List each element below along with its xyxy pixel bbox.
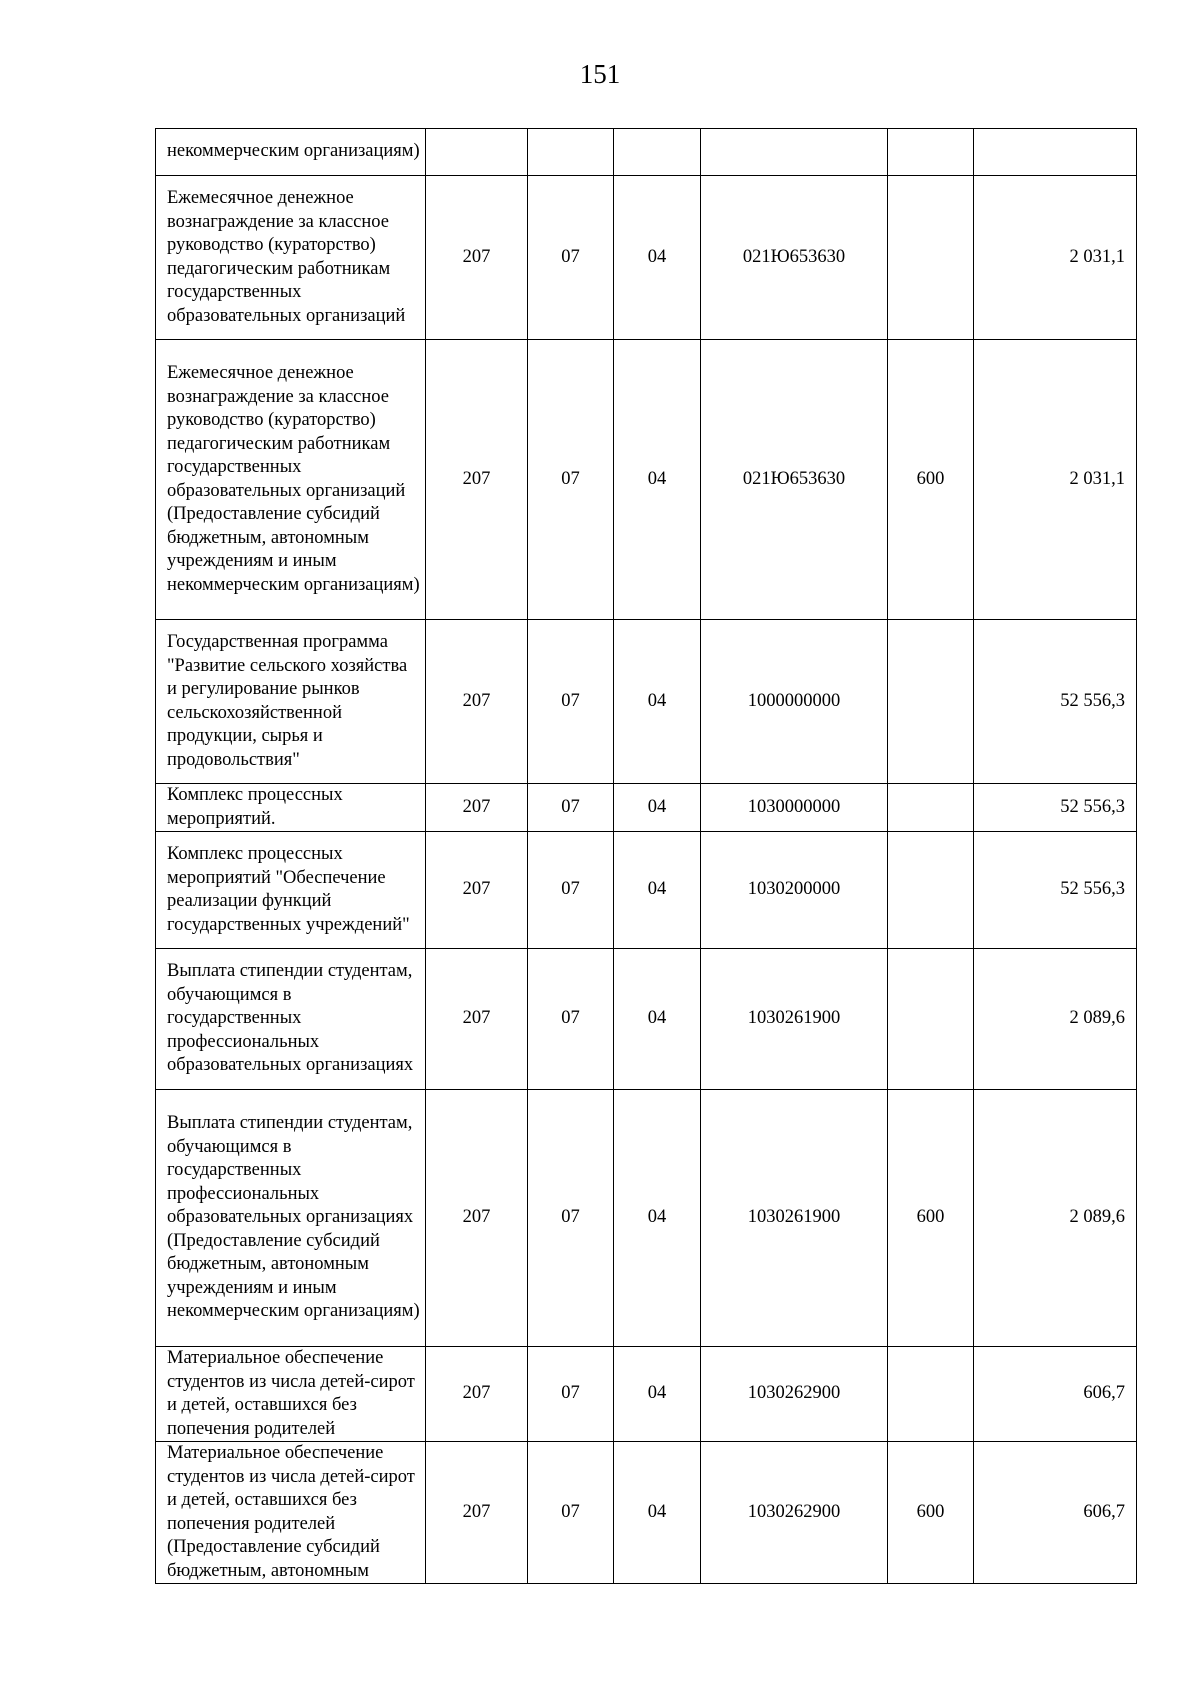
section-code-cell-text: 07 — [561, 246, 580, 267]
department-code-cell — [426, 1442, 528, 1584]
department-code-cell-text: 207 — [462, 468, 491, 489]
section-code-cell — [528, 1347, 614, 1442]
expense-type-cell — [888, 1347, 974, 1442]
department-code-cell-text: 207 — [462, 690, 491, 711]
section-code-cell-text: 07 — [561, 690, 580, 711]
section-code-cell — [528, 340, 614, 620]
target-article-cell-text: 1030261900 — [747, 1207, 841, 1228]
amount-cell — [974, 832, 1137, 949]
item-name-cell — [156, 129, 426, 176]
target-article-cell — [701, 129, 888, 176]
section-code-cell — [528, 949, 614, 1090]
department-code-cell — [426, 129, 528, 176]
department-code-cell — [426, 340, 528, 620]
subsection-code-cell-text: 04 — [647, 246, 667, 267]
amount-cell — [974, 340, 1137, 620]
amount-cell — [974, 949, 1137, 1090]
budget-table — [155, 128, 1137, 1584]
amount-cell — [974, 129, 1137, 176]
subsection-code-cell — [614, 129, 701, 176]
amount-cell-text: 52 556,3 — [1060, 879, 1125, 900]
amount-cell-text: 2 031,1 — [1069, 468, 1125, 489]
expense-type-cell — [888, 949, 974, 1090]
target-article-cell — [701, 949, 888, 1090]
amount-cell-text: 606,7 — [1083, 1501, 1125, 1522]
target-article-cell-text: 1030262900 — [747, 1383, 841, 1404]
subsection-code-cell — [614, 784, 701, 832]
subsection-code-cell — [614, 1442, 701, 1584]
subsection-code-cell — [614, 1090, 701, 1347]
target-article-cell — [701, 620, 888, 784]
section-code-cell-text: 07 — [561, 1008, 580, 1029]
item-name-cell-text: Комплекс процессных мероприятий "Обеспечение реализации функций государственных учреждений" — [167, 844, 410, 935]
target-article-cell-text: 1030261900 — [747, 1008, 841, 1029]
department-code-cell-text: 207 — [462, 879, 491, 900]
table-row — [156, 620, 1137, 784]
expense-type-cell-text: 600 — [916, 1501, 945, 1522]
item-name-cell-text: Выплата стипендии студентам, обучающимся в государственных профессиональных образовательных организациях (Предоставление субсидий бюджетным, автономным учреждениям и иным некоммерческим организациям) — [167, 1113, 420, 1322]
section-code-cell-text: 07 — [561, 879, 580, 900]
amount-cell — [974, 784, 1137, 832]
section-code-cell — [528, 1442, 614, 1584]
department-code-cell-text: 207 — [462, 796, 491, 817]
table-row — [156, 949, 1137, 1090]
amount-cell-text: 52 556,3 — [1060, 796, 1125, 817]
table-body — [156, 129, 1137, 1584]
target-article-cell — [701, 176, 888, 340]
target-article-cell-text: 1030262900 — [747, 1501, 841, 1522]
expense-type-cell — [888, 620, 974, 784]
department-code-cell — [426, 1347, 528, 1442]
target-article-cell — [701, 340, 888, 620]
amount-cell — [974, 1347, 1137, 1442]
item-name-cell-text: некоммерческим организациям) — [167, 141, 420, 162]
expense-type-cell-text: 600 — [916, 1207, 945, 1228]
subsection-code-cell — [614, 1347, 701, 1442]
item-name-cell — [156, 784, 426, 832]
subsection-code-cell — [614, 620, 701, 784]
table-row — [156, 784, 1137, 832]
table-row — [156, 176, 1137, 340]
expense-type-cell — [888, 176, 974, 340]
subsection-code-cell — [614, 832, 701, 949]
amount-cell-text: 2 089,6 — [1069, 1207, 1125, 1228]
item-name-cell-text: Материальное обеспечение студентов из числа детей-сирот и детей, оставшихся без попечения родителей — [167, 1348, 415, 1439]
expense-type-cell — [888, 832, 974, 949]
department-code-cell — [426, 832, 528, 949]
item-name-cell-text: Материальное обеспечение студентов из числа детей-сирот и детей, оставшихся без попечения родителей (Предоставление субсидий бюджетным, автономным — [167, 1443, 415, 1581]
expense-type-cell — [888, 1090, 974, 1347]
subsection-code-cell-text: 04 — [647, 1207, 667, 1228]
subsection-code-cell-text: 04 — [647, 690, 667, 711]
item-name-cell-text: Государственная программа "Развитие сельского хозяйства и регулирование рынков сельскохозяйственной продукции, сырья и продовольствия" — [167, 632, 408, 770]
department-code-cell-text: 207 — [462, 1383, 491, 1404]
subsection-code-cell — [614, 949, 701, 1090]
table-row — [156, 1090, 1137, 1347]
expense-type-cell — [888, 784, 974, 832]
target-article-cell — [701, 784, 888, 832]
section-code-cell — [528, 620, 614, 784]
item-name-cell — [156, 620, 426, 784]
table-row — [156, 1442, 1137, 1584]
amount-cell — [974, 176, 1137, 340]
table-row — [156, 832, 1137, 949]
section-code-cell-text: 07 — [561, 468, 580, 489]
item-name-cell — [156, 1442, 426, 1584]
amount-cell — [974, 1090, 1137, 1347]
expense-type-cell — [888, 129, 974, 176]
subsection-code-cell-text: 04 — [647, 1383, 667, 1404]
target-article-cell-text: 1030200000 — [747, 879, 841, 900]
department-code-cell — [426, 1090, 528, 1347]
subsection-code-cell — [614, 176, 701, 340]
expense-type-cell — [888, 1442, 974, 1584]
department-code-cell — [426, 176, 528, 340]
section-code-cell — [528, 832, 614, 949]
department-code-cell-text: 207 — [462, 1501, 491, 1522]
department-code-cell-text: 207 — [462, 1207, 491, 1228]
target-article-cell-text: 1030000000 — [747, 796, 841, 817]
subsection-code-cell — [614, 340, 701, 620]
department-code-cell — [426, 784, 528, 832]
amount-cell-text: 2 031,1 — [1069, 246, 1125, 267]
subsection-code-cell-text: 04 — [647, 1501, 667, 1522]
table-row — [156, 340, 1137, 620]
subsection-code-cell-text: 04 — [647, 468, 667, 489]
item-name-cell — [156, 176, 426, 340]
department-code-cell — [426, 949, 528, 1090]
amount-cell-text: 52 556,3 — [1060, 690, 1125, 711]
page-number: 151 — [579, 59, 621, 89]
table-row — [156, 1347, 1137, 1442]
item-name-cell-text: Ежемесячное денежное вознаграждение за классное руководство (кураторство) педагогическим работникам государственных образовательных организаций (Предоставление субсидий бюджетным, автономным учреждениям и иным некоммерческим организациям) — [167, 363, 420, 595]
target-article-cell — [701, 1347, 888, 1442]
item-name-cell — [156, 949, 426, 1090]
section-code-cell-text: 07 — [561, 1383, 580, 1404]
section-code-cell-text: 07 — [561, 796, 580, 817]
item-name-cell-text: Ежемесячное денежное вознаграждение за классное руководство (кураторство) педагогическим работникам государственных образовательных организаций — [167, 188, 406, 326]
department-code-cell-text: 207 — [462, 246, 491, 267]
item-name-cell — [156, 1090, 426, 1347]
item-name-cell-text: Выплата стипендии студентам, обучающимся в государственных профессиональных образовательных организациях — [167, 961, 414, 1076]
target-article-cell — [701, 832, 888, 949]
section-code-cell — [528, 1090, 614, 1347]
amount-cell — [974, 1442, 1137, 1584]
item-name-cell-text: Комплекс процессных мероприятий. — [167, 785, 343, 829]
section-code-cell — [528, 129, 614, 176]
subsection-code-cell-text: 04 — [647, 879, 667, 900]
amount-cell-text: 606,7 — [1083, 1383, 1125, 1404]
section-code-cell-text: 07 — [561, 1207, 580, 1228]
amount-cell — [974, 620, 1137, 784]
item-name-cell — [156, 1347, 426, 1442]
department-code-cell — [426, 620, 528, 784]
section-code-cell — [528, 176, 614, 340]
section-code-cell — [528, 784, 614, 832]
subsection-code-cell-text: 04 — [647, 796, 667, 817]
item-name-cell — [156, 832, 426, 949]
target-article-cell-text: 021Ю653630 — [742, 246, 846, 267]
target-article-cell — [701, 1090, 888, 1347]
amount-cell-text: 2 089,6 — [1069, 1008, 1125, 1029]
department-code-cell-text: 207 — [462, 1008, 491, 1029]
expense-type-cell — [888, 340, 974, 620]
target-article-cell-text: 021Ю653630 — [742, 468, 846, 489]
expense-type-cell-text: 600 — [916, 468, 945, 489]
target-article-cell-text: 1000000000 — [747, 690, 841, 711]
target-article-cell — [701, 1442, 888, 1584]
subsection-code-cell-text: 04 — [647, 1008, 667, 1029]
table-row — [156, 129, 1137, 176]
section-code-cell-text: 07 — [561, 1501, 580, 1522]
item-name-cell — [156, 340, 426, 620]
